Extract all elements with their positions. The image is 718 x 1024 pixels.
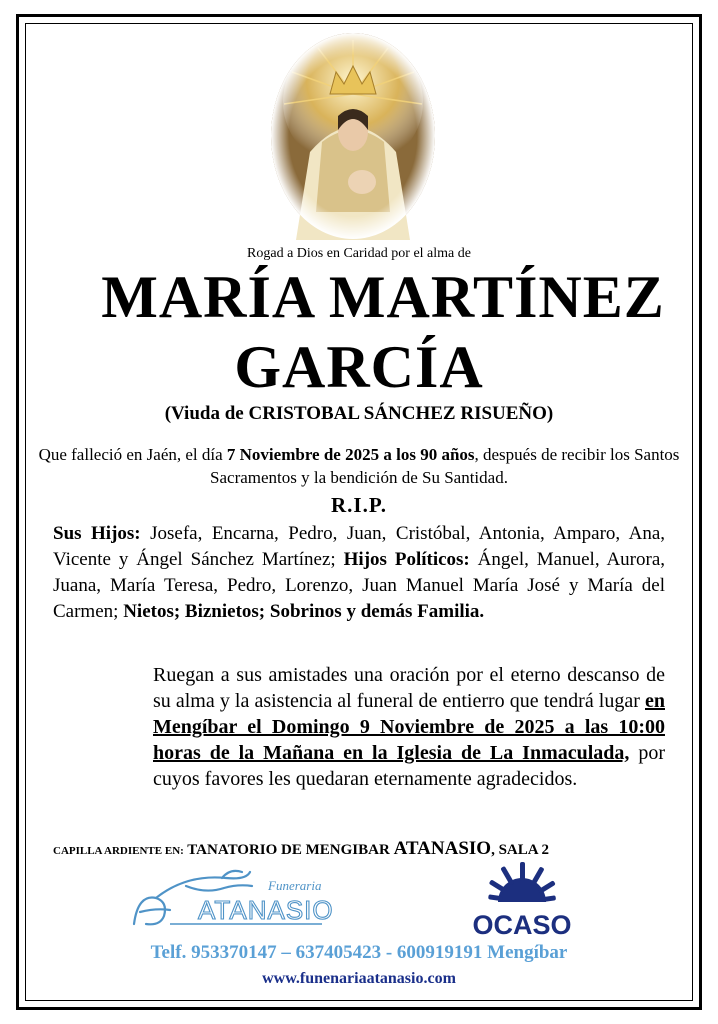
family-list: [53, 521, 665, 625]
deceased-name-line1: MARÍA MARTÍNEZ: [101, 264, 665, 330]
death-text-1: Que falleció en Jaén, el día: [38, 445, 227, 464]
funeral-details: en Mengíbar el Domingo 9 Noviembre de 2025 a las 10:00 horas de la Mañana en la Iglesia de La Inmaculada,: [153, 690, 665, 764]
prayer-text-2: por cuyos favores les quedaran eternamente agradecidos.: [153, 742, 665, 790]
chapel-label: CAPILLA ARDIENTE EN:: [53, 845, 184, 857]
ocaso-logo: [456, 860, 588, 940]
rip-text: R.I.P.: [331, 493, 387, 517]
chapel-brand: ATANASIO: [393, 838, 492, 859]
funeral-request: [153, 662, 665, 792]
children-label: Sus Hijos:: [53, 523, 141, 544]
website-link[interactable]: www.funenariaatanasio.com: [262, 970, 456, 987]
funeraria-small-text: Funeraria: [268, 878, 322, 893]
prayer-text-1: Ruegan a sus amistades una oración por el eterno descanso de su alma y la asistencia al funeral de entierro que tendrá lugar: [153, 664, 665, 712]
widow-of-text: (Viuda de CRISTOBAL SÁNCHEZ RISUEÑO): [164, 403, 554, 424]
chapel-info: [53, 838, 549, 860]
funeraria-name-text: ATANASIO: [198, 895, 334, 925]
funeraria-atanasio-logo: [126, 864, 336, 934]
deceased-name-line2: GARCÍA: [234, 334, 484, 400]
chapel-room: , SALA 2: [491, 842, 549, 858]
chapel-place: TANATORIO DE MENGIBAR: [183, 842, 394, 858]
intro-text: Rogad a Dios en Caridad por el alma de: [247, 246, 471, 261]
children-names: Josefa, Encarna, Pedro, Juan, Cristóbal, Antonia, Amparo, Ana, Vicente y Ángel Sánchez Martínez;: [53, 523, 665, 570]
virgin-mary-portrait-icon: [270, 32, 436, 240]
phone-numbers: Telf. 953370147 – 637405423 - 600919191 Mengíbar: [150, 942, 568, 963]
in-laws-label: Hijos Políticos:: [343, 549, 470, 570]
death-date-age: 7 Noviembre de 2025 a los 90 años: [226, 445, 475, 464]
other-family-label: Nietos; Biznietos; Sobrinos y demás Familia.: [123, 601, 485, 622]
in-laws-names: Ángel, Manuel, Aurora, Juana, María Teresa, Pedro, Lorenzo, Juan Manuel María José y María del Carmen;: [53, 549, 666, 622]
ocaso-text: OCASO: [472, 910, 572, 940]
death-announcement: [0, 443, 718, 489]
death-text-2: , después de recibir los Santos Sacramentos y la bendición de Su Santidad.: [210, 445, 680, 487]
